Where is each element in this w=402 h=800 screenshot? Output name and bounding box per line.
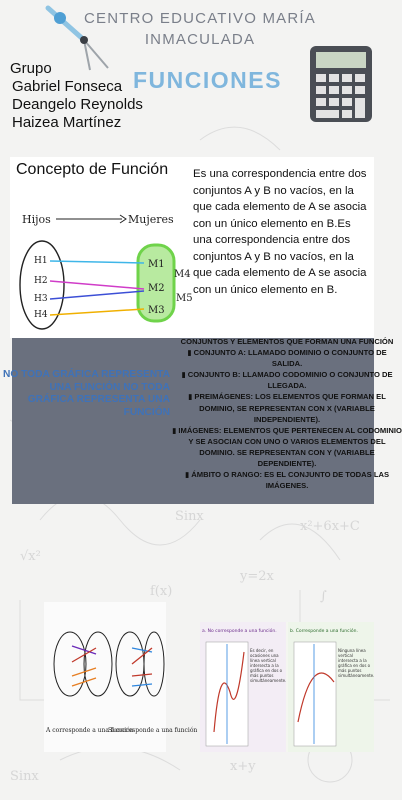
domain-element: H1 (34, 256, 48, 266)
warning-note: NO TODA GRÁFICA REPRESENTA UNA FUNCIÓN NO TODA GRÁFICA REPRESENTA UNA FUNCIÓN (3, 369, 170, 418)
sketch-caption: A corresponde a una función (46, 727, 134, 734)
svg-text:f(x): f(x) (150, 584, 173, 599)
svg-text:x+y: x+y (230, 759, 256, 774)
group-title: Grupo (10, 60, 52, 77)
group-member: Gabriel Fonseca (12, 78, 123, 95)
calculator-icon (306, 44, 376, 124)
school-title: CENTRO EDUCATIVO MARÍA INMACULADA (84, 10, 316, 48)
codomain-element: M5 (176, 293, 193, 304)
domain-element: H4 (34, 310, 48, 320)
panel-description: Es decir, en ocasiones una línea vertical intersecta a la gráfica en dos o más puntos simultáneamente. (250, 648, 287, 683)
svg-text:Sinx: Sinx (175, 509, 204, 524)
list-item: ▮ CONJUNTO B: LLAMADO CODOMINIO O CONJUNTO DE LLEGADA. (181, 370, 393, 391)
panel-title: a. No corresponde a una función. (202, 629, 277, 634)
sketch-caption: Si corresponde a una función (108, 727, 198, 734)
group-member: Deangelo Reynolds (12, 96, 143, 113)
list-item: ▮ ÁMBITO O RANGO: ES EL CONJUNTO DE TODAS LAS IMÁGENES. (184, 470, 390, 491)
codomain-element: M2 (148, 283, 165, 294)
panel-description: Ninguna línea vertical intersecta a la gráfica en dos o más puntos simultáneamente. (338, 648, 375, 678)
svg-text:√x²: √x² (20, 549, 41, 564)
svg-text:y=2x: y=2x (240, 569, 274, 584)
diagram-left-label: Hijos (22, 213, 51, 226)
panel-title: b. Corresponde a una función. (290, 629, 358, 634)
vertical-line-test-graphs (200, 622, 374, 752)
list-item: ▮ CONJUNTO A: LLAMADO DOMINIO O CONJUNTO DE SALIDA. (187, 348, 387, 369)
notebook-photo-left (44, 602, 198, 752)
svg-text:x²+6x+C: x²+6x+C (300, 519, 360, 534)
domain-element: H3 (34, 294, 48, 304)
list-title: CONJUNTOS Y ELEMENTOS QUE FORMAN UNA FUNCIÓN (180, 337, 394, 346)
codomain-element: M1 (148, 259, 165, 270)
group-block (10, 60, 143, 132)
function-diagram (12, 205, 193, 333)
function-elements-list (172, 336, 402, 491)
main-title: FUNCIONES (133, 67, 282, 93)
svg-text:Sinx: Sinx (10, 769, 39, 784)
function-definition: Es una correspondencia entre dos conjuntos A y B no vacíos, en la que cada elemento de A se asocia con un único elemento en B.Es una correspondencia entre dos conjuntos A y B no vacíos, en la que cada elemento de A se asocia con un único elemento en B. (193, 168, 367, 296)
mapping-sketches (44, 602, 198, 752)
group-member: Haizea Martínez (12, 114, 122, 131)
list-item: ▮ PREIMÁGENES: LOS ELEMENTOS QUE FORMAN EL DOMINIO, SE REPRESENTAN CON X (VARIABLE INDEPENDIENTE). (188, 392, 386, 424)
concept-title: Concepto de Función (16, 161, 169, 178)
list-item: ▮ IMÁGENES: ELEMENTOS QUE PERTENECEN AL CODOMINIO Y SE ASOCIAN CON UNO O VARIOS ELEMENTOS DEL DOMINIO. SE REPRESENTAN CON Y (VARIABLE DEPENDIENTE). (172, 425, 402, 469)
svg-text:∫: ∫ (320, 589, 327, 604)
domain-element: H2 (34, 276, 48, 286)
codomain-element: M4 (174, 269, 191, 280)
codomain-element: M3 (148, 305, 165, 316)
textbook-photo-right (200, 622, 374, 752)
diagram-right-label: Mujeres (128, 213, 174, 226)
